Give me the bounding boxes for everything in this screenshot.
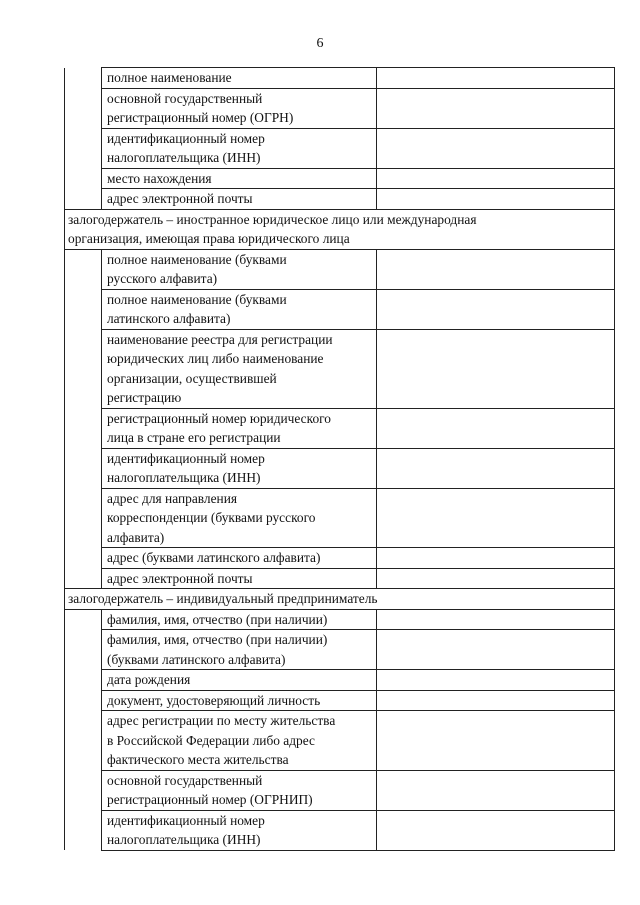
field-label [102, 690, 377, 711]
field-label [102, 670, 377, 691]
field-label [102, 329, 377, 408]
text-line: идентификационный номер [107, 130, 265, 146]
page-number: 6 [316, 36, 324, 51]
text-line: (буквами латинского алфавита) [107, 651, 286, 667]
table-row [65, 88, 615, 128]
field-label [102, 568, 377, 589]
field-value-cell[interactable] [377, 690, 615, 711]
text-line: налогоплательщика (ИНН) [107, 470, 261, 485]
field-label [102, 289, 377, 329]
text-line: русского алфавита) [107, 271, 218, 286]
field-value-cell[interactable] [377, 448, 615, 488]
field-label [102, 488, 377, 548]
text-line: фамилия, имя, отчество (при наличии) [107, 611, 328, 627]
text-line: адрес электронной почты [107, 570, 253, 586]
text-line: адрес электронной почты [107, 191, 253, 206]
text-line: адрес (буквами латинского алфавита) [107, 550, 321, 565]
field-value-cell[interactable] [377, 609, 615, 630]
field-value-cell[interactable] [377, 488, 615, 548]
text-line: налогоплательщика (ИНН) [107, 832, 261, 847]
field-value-cell[interactable] [377, 548, 615, 569]
table-row [65, 548, 615, 569]
field-label [102, 770, 377, 810]
text-line: документ, удостоверяющий личность [107, 692, 321, 708]
field-value-cell[interactable] [377, 329, 615, 408]
table-row [65, 249, 615, 289]
text-line: фамилия, имя, отчество (при наличии) [107, 632, 328, 647]
field-value-cell[interactable] [377, 249, 615, 289]
field-value-cell[interactable] [377, 810, 615, 850]
text-line: основной государственный [107, 772, 263, 788]
text-line: основной государственный [107, 90, 263, 106]
field-value-cell[interactable] [377, 189, 615, 210]
table-row [65, 168, 615, 189]
text-line: юридических лиц либо наименование [107, 351, 324, 366]
table-row [65, 128, 615, 168]
section-heading [65, 589, 615, 610]
field-label [102, 249, 377, 289]
field-label [102, 189, 377, 210]
text-line: корреспонденции (буквами русского [107, 510, 316, 525]
text-line: идентификационный номер [107, 812, 265, 828]
field-value-cell[interactable] [377, 711, 615, 771]
table-row [65, 408, 615, 448]
table-row [65, 289, 615, 329]
section-heading-row [65, 589, 615, 610]
table-row [65, 488, 615, 548]
text-line: регистрационный номер (ОГРН) [107, 110, 294, 125]
text-line: адрес для направления [107, 490, 238, 506]
field-label [102, 88, 377, 128]
section-heading [65, 209, 615, 249]
text-line: фактического места жительства [107, 752, 289, 767]
text-line: латинского алфавита) [107, 311, 231, 326]
field-value-cell[interactable] [377, 670, 615, 691]
text-line: полное наименование (буквами [107, 251, 287, 267]
text-line: алфавита) [107, 529, 165, 545]
field-value-cell[interactable] [377, 128, 615, 168]
field-label [102, 548, 377, 569]
text-line: идентификационный номер [107, 450, 265, 466]
text-line: организация, имеющая права юридического лица [68, 231, 350, 246]
field-label [102, 609, 377, 630]
table-row [65, 711, 615, 771]
field-label [102, 630, 377, 670]
text-line: место нахождения [107, 170, 212, 186]
indent-cell [65, 68, 102, 210]
field-label [102, 810, 377, 850]
field-value-cell[interactable] [377, 630, 615, 670]
form-table [64, 67, 615, 851]
text-line: в Российской Федерации либо адрес [107, 732, 315, 748]
indent-cell [65, 609, 102, 850]
text-line: регистрационный номер юридического [107, 410, 332, 426]
table-row [65, 690, 615, 711]
table-row [65, 329, 615, 408]
text-line: залогодержатель – индивидуальный предприниматель [68, 591, 378, 606]
text-line: адрес регистрации по месту жительства [107, 713, 336, 728]
table-row [65, 189, 615, 210]
field-value-cell[interactable] [377, 88, 615, 128]
table-row [65, 770, 615, 810]
text-line: организации, осуществившей [107, 370, 277, 386]
text-line: лица в стране его регистрации [107, 430, 281, 445]
table-row [65, 630, 615, 670]
field-value-cell[interactable] [377, 68, 615, 89]
table-row [65, 609, 615, 630]
text-line: полное наименование (буквами [107, 291, 287, 307]
text-line: наименование реестра для регистрации [107, 331, 333, 347]
field-label [102, 128, 377, 168]
table-row [65, 448, 615, 488]
text-line: залогодержатель – иностранное юридическое лицо или международная [68, 211, 477, 227]
field-label [102, 448, 377, 488]
field-label [102, 68, 377, 89]
field-label [102, 711, 377, 771]
field-value-cell[interactable] [377, 168, 615, 189]
text-line: регистрационный номер (ОГРНИП) [107, 792, 313, 807]
section-heading-row [65, 209, 615, 249]
text-line: полное наименование [107, 70, 232, 85]
table-row [65, 68, 615, 89]
table-row [65, 568, 615, 589]
form-table-body [65, 68, 615, 851]
indent-cell [65, 249, 102, 589]
table-row [65, 670, 615, 691]
text-line: дата рождения [107, 672, 191, 687]
field-value-cell[interactable] [377, 408, 615, 448]
table-row [65, 810, 615, 850]
text-line: налогоплательщика (ИНН) [107, 150, 261, 165]
field-value-cell[interactable] [377, 289, 615, 329]
field-label [102, 408, 377, 448]
field-label [102, 168, 377, 189]
field-value-cell[interactable] [377, 568, 615, 589]
field-value-cell[interactable] [377, 770, 615, 810]
text-line: регистрацию [107, 390, 182, 405]
